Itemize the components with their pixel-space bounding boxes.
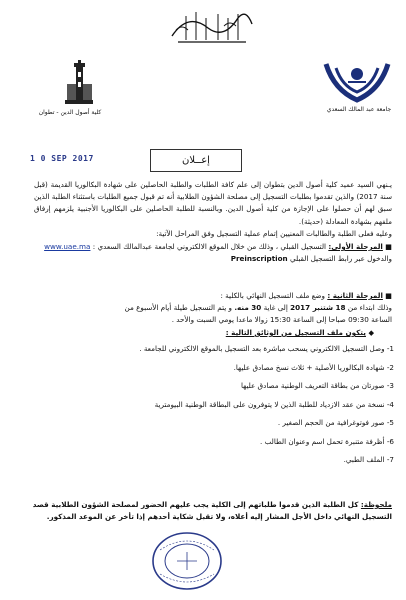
list-item: 6- أظرفة متنبرة تحمل اسم وعنوان الطالب . bbox=[260, 436, 394, 446]
end-date: 30 منه. bbox=[234, 303, 262, 313]
preinscription-link[interactable]: Preinscription bbox=[230, 254, 288, 264]
list-item: 2- شهادة البكالوريا الأصلية + ثلاث نسخ مصادق عليها. bbox=[233, 362, 394, 372]
stage-two-line2c: و يتم التسجيل طيلة أيام الأسبوع من bbox=[124, 303, 233, 313]
university-website-link[interactable]: www.uae.ma bbox=[44, 242, 91, 251]
list-item: 7- الملف الطبي. bbox=[343, 455, 394, 464]
university-logo bbox=[322, 60, 392, 104]
note-paragraph bbox=[30, 499, 392, 523]
calligraphy-emblem bbox=[168, 6, 256, 48]
list-item: 1- وصل التسجيل الالكتروني يسحب مباشرة بعد التسجيل بالموقع الالكتروني للجامعة . bbox=[139, 344, 394, 353]
page-title: إعــلان bbox=[150, 149, 242, 172]
stage-one bbox=[34, 241, 392, 265]
list-item: 3- صورتان من بطاقة التعريف الوطنية مصادق عليها bbox=[240, 381, 394, 390]
note-label: ملحوظة: bbox=[360, 500, 392, 509]
stage-one-label: المرحلة الأولى: bbox=[328, 242, 383, 251]
start-date: 18 شتنبر 2017 bbox=[290, 303, 346, 313]
documents-list bbox=[36, 340, 394, 470]
stage-two-text: وضع ملف التسجيل النهائي بالكلية : bbox=[220, 291, 326, 300]
list-item: 5- صور فوتوغرافية من الحجم الصغير . bbox=[277, 418, 394, 427]
file-heading bbox=[34, 327, 374, 339]
note-text: كل الطلبة الذين قدموا طلباتهم إلى الكلية يجب عليهم الحضور لمصلحة الشؤون الطلابية قصد التسجيل النهائي داخل الأجل المشار إليه أعلاه، ولا تقبل شكاية أحدهم إذا تأخر عن الموعد المذكور. bbox=[32, 500, 392, 522]
stage-two-label: المرحلة الثانية : bbox=[327, 291, 383, 300]
followup-line: وعليه فعلى الطلبة والطالبات المعنيين إتمام عملية التسجيل وفق المراحل الآتية: bbox=[156, 229, 392, 238]
file-heading-text: يتكون ملف التسجيل من الوثائق التالية : bbox=[225, 328, 366, 337]
bullet-icon: ■ bbox=[385, 291, 392, 300]
date-stamp: 1 0 SEP 2017 bbox=[30, 154, 94, 163]
stage-two-line2a: وذلك ابتداء من bbox=[347, 303, 392, 313]
bullet-icon: ◆ bbox=[368, 328, 374, 337]
list-item: 4- نسخة من عقد الازدياد للطلبة الذين لا يتوفرون على البطاقة الوطنية البيومترية bbox=[154, 399, 394, 409]
faculty-name: كلية أصول الدين - تطوان bbox=[38, 109, 102, 116]
minaret-logo bbox=[62, 60, 96, 106]
university-name: جامعة عبد المالك السعدي bbox=[326, 106, 392, 113]
intro-paragraph: يـنهي السيد عميد كلية أصول الدين بتطوان إلى علم كافة الطلبات والطلبة الحاصلين على شهادة البكالوريا القديمة (قبل سنة 2017) والذين تقدموا بطلبات التسجيل إلى مصلحة الشؤون الطلابية أنه تم قبول جميع الطلبات باستثناء الطلبة الذين سبق لهم أن حصلوا على الإجازة من كلية أصول الدين. وبالنسبة للطلبة الحاصلين على البكالوريا الأجنبية يلزمهم إرفاق ملفهم بشهادة المعادلة (حديثة). bbox=[34, 180, 392, 226]
stage-two-hours: الساعة 09:30 صباحا إلى الساعة 15:30 زوالا ماعدا يومي السبت والأحد . bbox=[171, 315, 392, 325]
stage-one-text: التسجيل القبلي ، وذلك من خلال الموقع الالكتروني لجامعة عبدالمالك السعدي : bbox=[92, 242, 327, 251]
bullet-icon: ■ bbox=[385, 242, 392, 251]
stage-two-line2b: إلى غاية bbox=[263, 303, 288, 313]
official-stamp bbox=[150, 530, 224, 592]
stage-one-line2: والدخول عبر رابط التسجيل القبلي bbox=[289, 254, 392, 264]
stage-two bbox=[34, 290, 392, 327]
